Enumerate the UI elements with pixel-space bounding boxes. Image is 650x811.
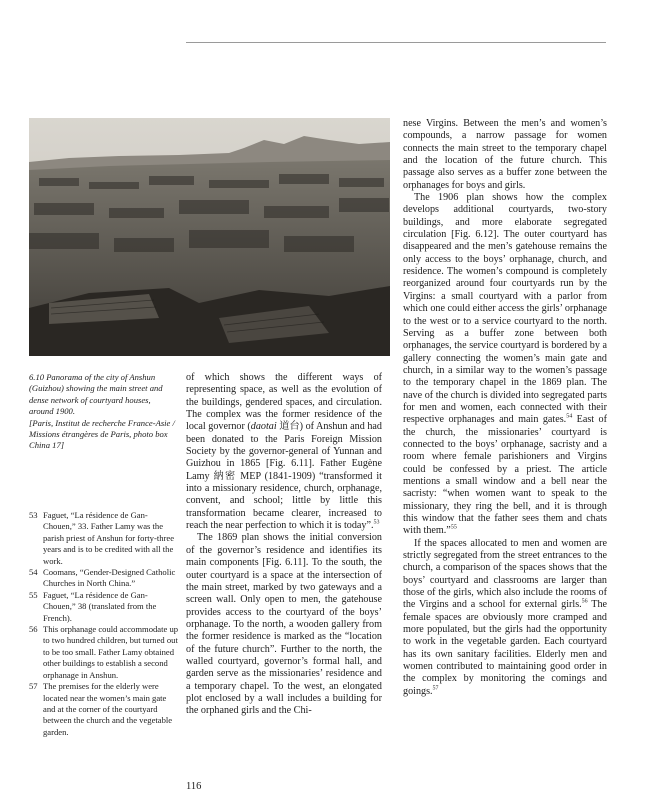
header-rule	[186, 42, 606, 43]
footnote-ref: 57	[432, 685, 439, 692]
footnote	[29, 590, 179, 624]
body-column-2	[403, 118, 607, 698]
paragraph	[403, 538, 607, 698]
text-span: The female spaces are obviously more cramped and more populated, but the girls had the opportunity to work in the vegetable garden. Each courtyard has its own sanitary facilities. Elderly men and women contributed to maintaining good order in the complex by monitoring the comings and goings.	[403, 599, 608, 697]
footnote-number: 55	[29, 589, 38, 600]
footnote-number: 56	[29, 624, 38, 635]
footnote-number: 53	[29, 510, 38, 520]
caption-title: 6.10 Panorama of the city of Anshun (Guizhou) showing the main street and dense network of courtyard houses, around 1900.	[29, 372, 163, 417]
italic-term: daotai	[250, 421, 277, 433]
text-span: East of the church, the missionaries’ courtyard is connected to the boys’ orphanage, sacristy and a room where female parishioners and Virgins could be confessed by a priest. The article mentions a small window and a bell near the sacristy: “when women want to speak to the missionary, they ring the bell, and it is through this window that the father sees them and chats with them.”	[403, 414, 607, 537]
text-span: If the spaces allocated to men and women are strictly segregated from the street entrances to the church, a comparison of the spaces shows that the boys’ courtyard and classrooms are larger than those of the girls, which also include the rooms of the Virgins and a school for external girls.	[403, 537, 607, 611]
paragraph	[186, 372, 382, 532]
figure-caption	[29, 372, 177, 452]
footnote-ref: 55	[450, 524, 457, 531]
text-span: of which shows the different ways of representing space, as well as the evolution of the buildings, gendered spaces, and circulation. The complex was the former residence of the local governor (	[186, 372, 382, 433]
panorama-image	[29, 118, 390, 356]
text-span: The 1906 plan shows how the complex develops additional courtyards, two-story buildings, and more elaborate segregated circulation [Fig. 6.12]. The outer courtyard has disappeared and the men’s gatehouse remains the only access to the boys’ orphanage, church, and residence. The women’s compound is completely reorganized around four courtyards run by the Virgins: a small courtyard with a parlor from which one could either access the girls’ orphanage to the west or to a service courtyard to the north. Serving as a buffer zone between both orphanages, the service courtyard is bordered by a gallery connecting the women’s main gate and church, in a similar way to the women’s passage to the temporary chapel in the 1869 plan. The nave of the church is divided into segregated parts for men and women, each connected with their respective orphanages and main gates.	[403, 192, 607, 426]
paragraph: The 1869 plan shows the initial conversion of the governor’s residence and identifies its main components [Fig. 6.11]. To the south, the outer courtyard is a space at the intersection of the main street, marked by two gateways and a screen wall. Only open to men, the gatehouse provides access to the courtyard of the boys’ orphanage. To the north, a wooden gallery from the former residence is marked as the “location of the future church”. Further to the north, the walled courtyard, governor’s formal hall, and garden serve as the missionaries’ residence and a temporary chapel. To the west, an elongated plot enclosed by a wall includes a building for the orphaned girls and the Chi-	[186, 532, 382, 717]
footnotes	[29, 510, 179, 738]
footnote-ref: 54	[566, 413, 573, 420]
footnote-text: Coomans, “Gender-Designed Catholic Churches in North China.”	[43, 567, 176, 589]
footnote	[29, 510, 179, 567]
footnote	[29, 681, 179, 738]
footnote	[29, 624, 179, 681]
footnote-text: Faguet, “La résidence de Gan-Chouen,” 38 (translated from the French).	[43, 589, 157, 623]
body-column-1	[186, 372, 382, 718]
footnote-ref: 53	[373, 519, 380, 526]
footnote-text: Faguet, “La résidence de Gan-Chouen,” 33. Father Lamy was the parish priest of Anshun for forty-three years and is to be credited with all the work.	[43, 510, 175, 566]
text-span: 道台) of Anshun and had been donated to the Paris Foreign Mission Society by the governor-general of Yunnan and Guizhou in 1865 [Fig. 6.11]. Father Eugène Lamy 納密 MEP (1841-1909) “transformed it into a missionary residence, church, orphanage, convent, and school; little by little this transformation became clearer, increased to reach the near perfection to which it is today”.	[186, 421, 382, 532]
footnote-number: 57	[29, 681, 38, 692]
footnote-ref: 56	[581, 599, 588, 606]
page-number: 116	[186, 781, 202, 792]
footnote-number: 54	[29, 567, 38, 578]
footnote-text: This orphanage could accommodate up to two hundred children, but turned out to be too small. Father Lamy obtained other buildings to establish a second orphanage in Anshun.	[43, 624, 179, 680]
paragraph	[403, 192, 607, 538]
paragraph: nese Virgins. Between the men’s and women’s compounds, a narrow passage for women connects the main street to the temporary chapel and the location of the future church. This passage also serves as a buffer zone between the orphanages for boys and girls.	[403, 118, 607, 191]
footnote-text: The premises for the elderly were located near the women’s main gate and at the corner of the courtyard between the church and the vegetable garden.	[43, 681, 173, 737]
caption-source: [Paris, Institut de recherche France-Asie / Missions étrangères de Paris, photo box China 17]	[29, 417, 175, 451]
panorama-photo	[29, 118, 390, 356]
footnote	[29, 567, 179, 590]
